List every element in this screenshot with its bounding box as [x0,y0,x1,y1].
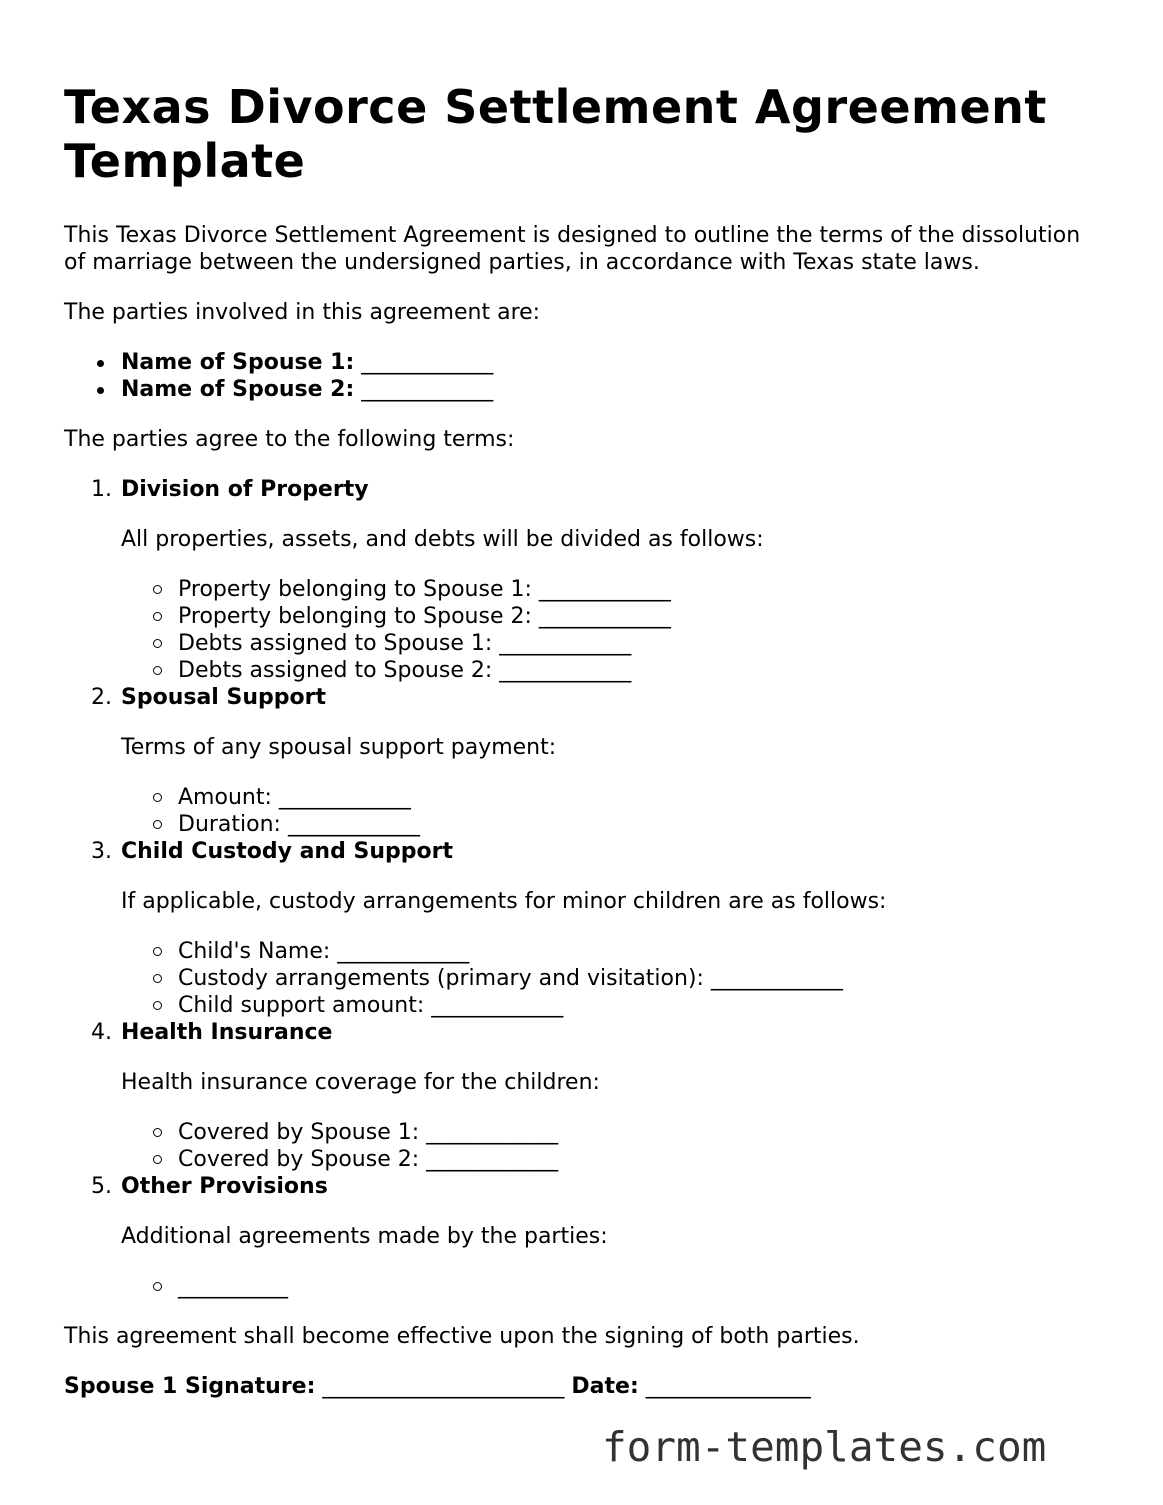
party-blank: ____________ [361,350,494,375]
term-number: 2. [91,685,112,710]
terms-intro: The parties agree to the following terms: [64,427,515,452]
signature-blank: ______________________ [322,1374,565,1399]
party-label: Name of Spouse 2: [121,377,355,402]
terms-list [64,476,1104,1300]
term-items [121,1273,1104,1300]
document-page [64,80,1104,1400]
term-child-custody [91,838,1104,1019]
parties-list [64,349,1104,403]
intro-paragraph: This Texas Divorce Settlement Agreement is designed to outline the terms of the dissolution of marriage between the undersigned parties, in accordance with Texas state laws. [64,223,1081,275]
list-item: Covered by Spouse 2: ____________ [178,1146,1104,1173]
term-items [121,784,1104,838]
date-label: Date: [571,1374,639,1399]
parties-intro: The parties involved in this agreement are: [64,300,541,325]
term-other-provisions [91,1173,1104,1300]
term-items [121,938,1104,1019]
party-blank: ____________ [361,377,494,402]
list-item: Custody arrangements (primary and visitation): ____________ [178,965,1104,992]
list-item: Property belonging to Spouse 1: ____________ [178,576,1104,603]
term-title: Division of Property [121,477,369,502]
list-item: Debts assigned to Spouse 2: ____________ [178,657,1104,684]
term-health-insurance [91,1019,1104,1173]
list-item: Amount: ____________ [178,784,1104,811]
list-item: Duration: ____________ [178,811,1104,838]
term-title: Child Custody and Support [121,839,453,864]
signature-line [64,1373,1104,1400]
list-item: Child support amount: ____________ [178,992,1104,1019]
term-number: 5. [91,1174,112,1199]
term-description: All properties, assets, and debts will be divided as follows: [121,527,764,552]
term-title: Other Provisions [121,1174,328,1199]
list-item: Covered by Spouse 1: ____________ [178,1119,1104,1146]
term-number: 3. [91,839,112,864]
term-items [121,576,1104,684]
term-description: Health insurance coverage for the children: [121,1070,600,1095]
list-item: __________ [178,1273,1104,1300]
party-label: Name of Spouse 1: [121,350,355,375]
list-item [121,349,1104,376]
signature-label: Spouse 1 Signature: [64,1374,316,1399]
list-item: Child's Name: ____________ [178,938,1104,965]
term-division-of-property [91,476,1104,684]
list-item [121,376,1104,403]
term-number: 1. [91,477,112,502]
term-number: 4. [91,1020,112,1045]
term-title: Spousal Support [121,685,326,710]
list-item: Debts assigned to Spouse 1: ____________ [178,630,1104,657]
term-spousal-support [91,684,1104,838]
page-title: Texas Divorce Settlement Agreement Template [64,80,1047,188]
effective-statement: This agreement shall become effective upon the signing of both parties. [64,1324,860,1349]
date-blank: _______________ [645,1374,811,1399]
term-description: If applicable, custody arrangements for minor children are as follows: [121,889,887,914]
term-description: Additional agreements made by the parties: [121,1224,608,1249]
watermark: form-templates.com [602,1423,1047,1471]
term-description: Terms of any spousal support payment: [121,735,557,760]
list-item: Property belonging to Spouse 2: ____________ [178,603,1104,630]
term-title: Health Insurance [121,1020,333,1045]
term-items [121,1119,1104,1173]
